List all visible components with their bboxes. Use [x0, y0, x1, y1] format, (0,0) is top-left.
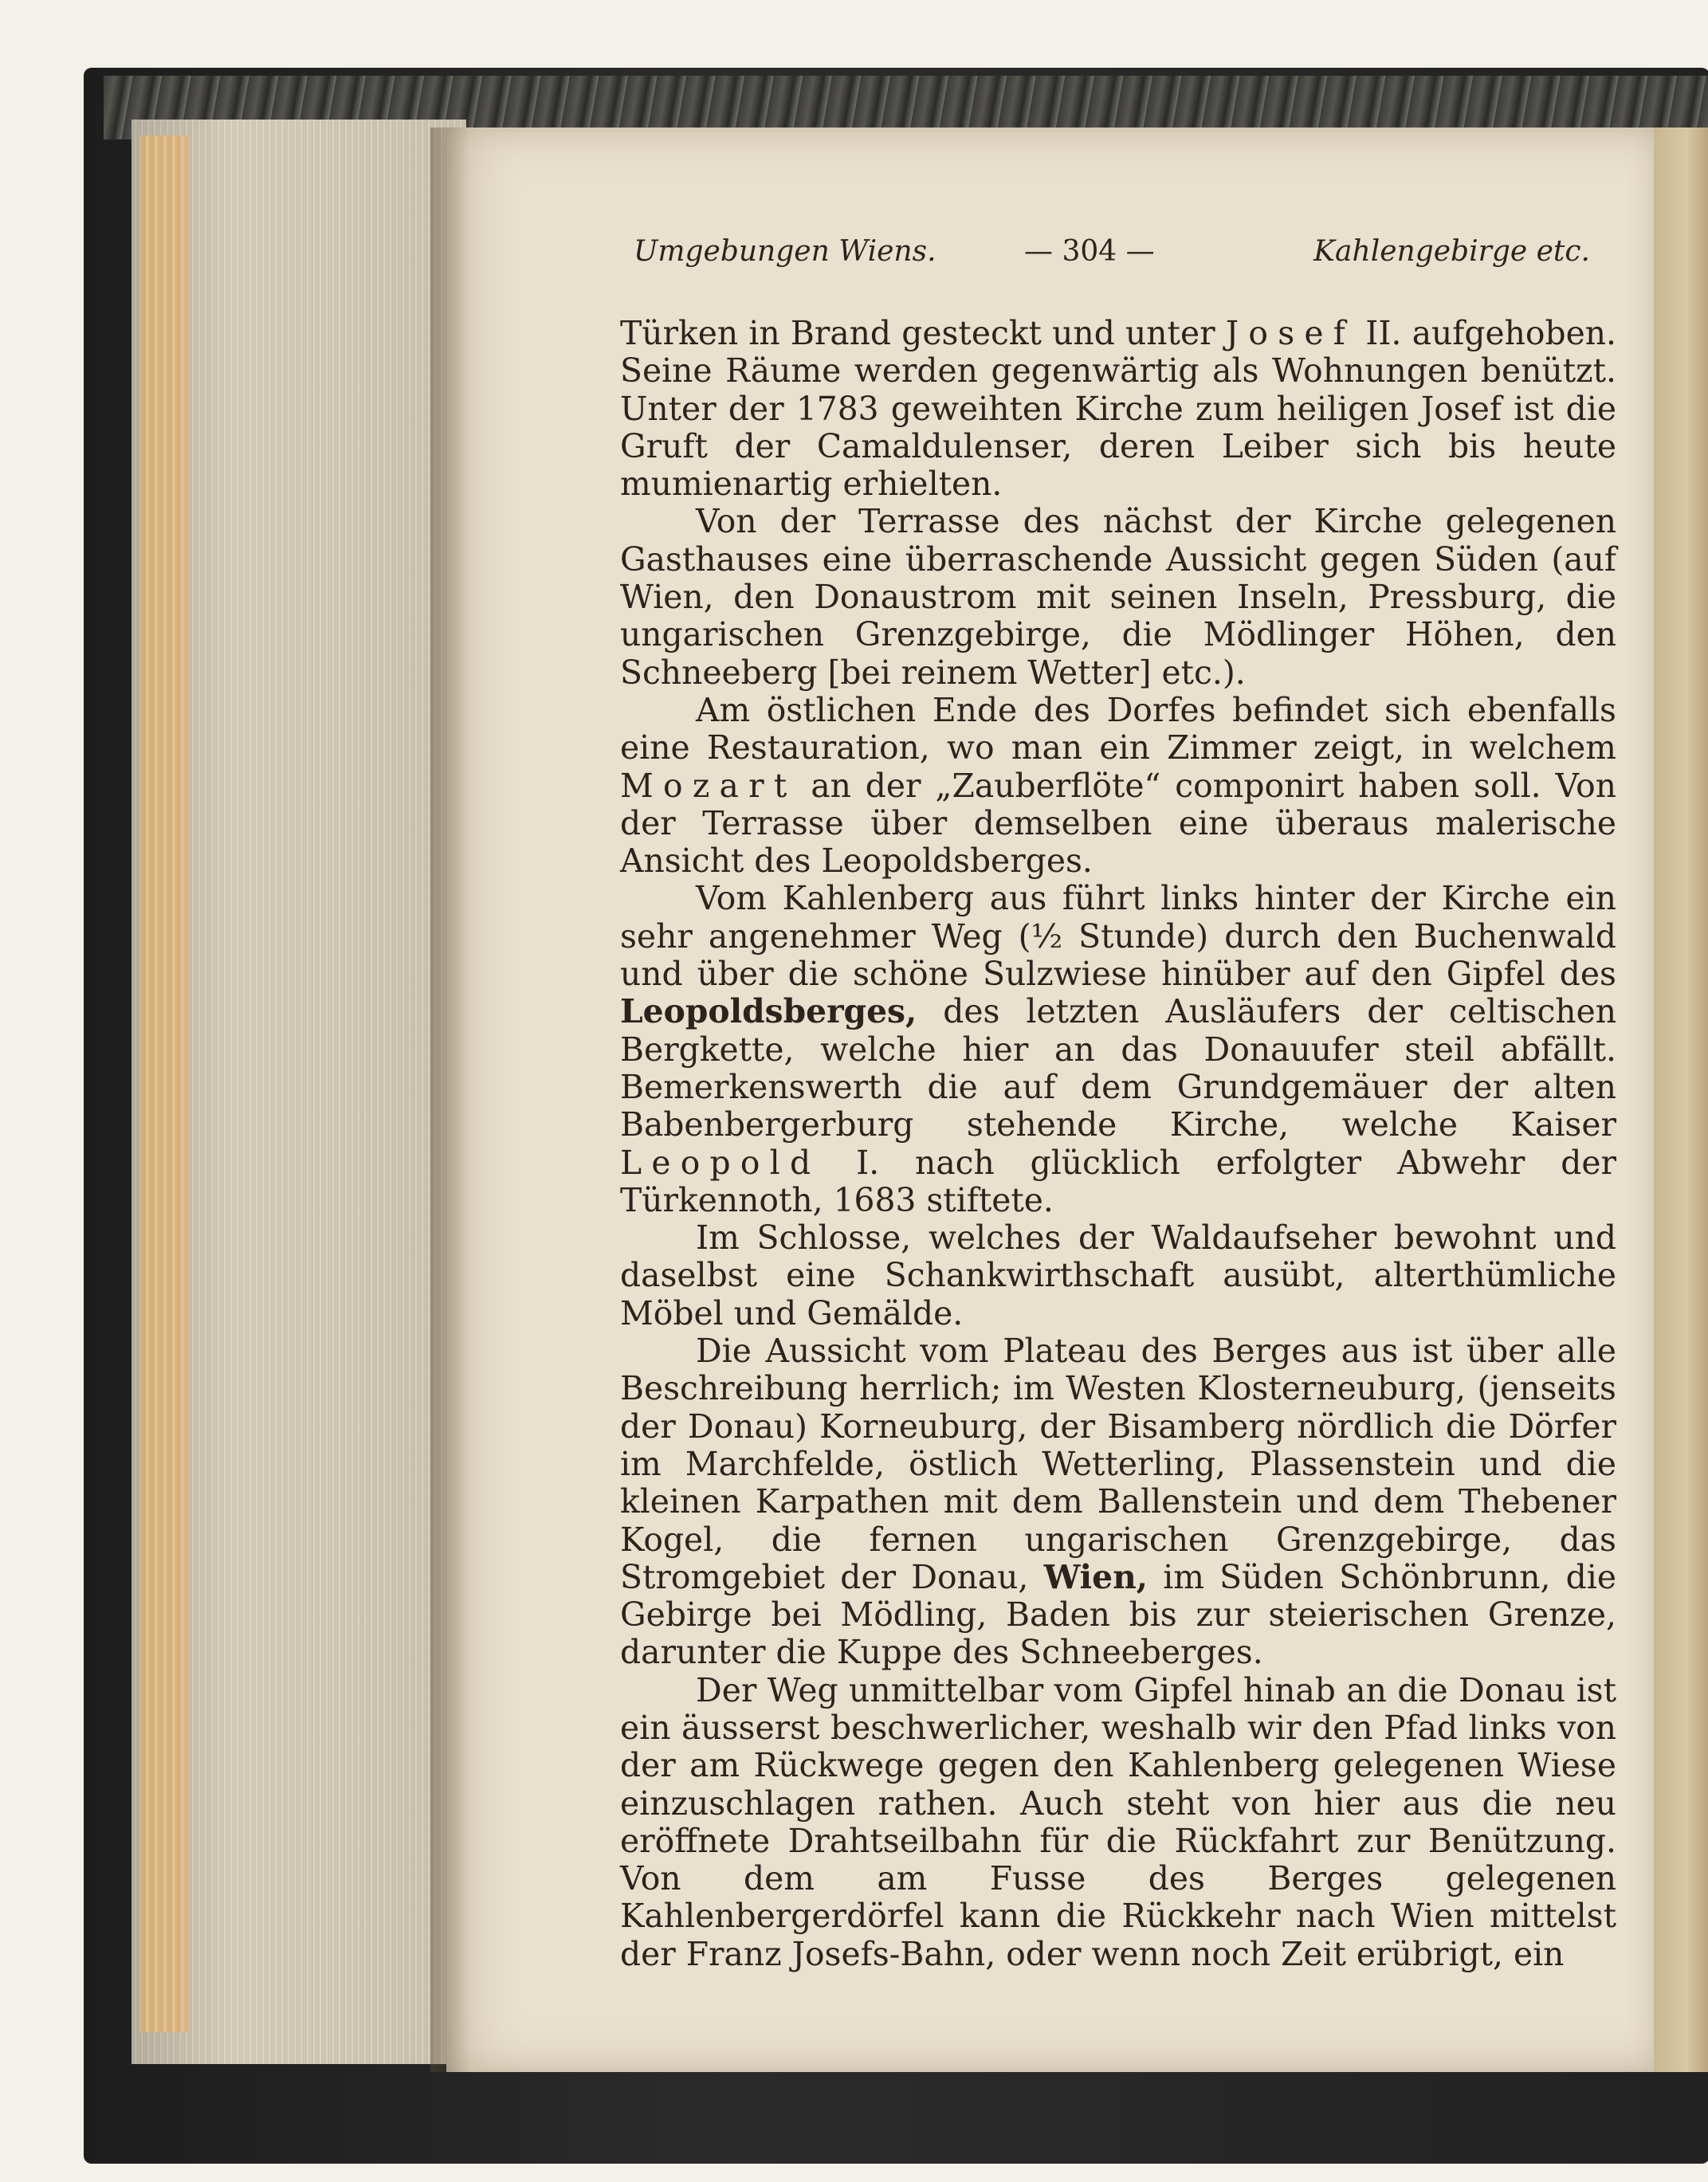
running-head-chapter: Kahlengebirge etc.	[1313, 235, 1590, 268]
running-head-section: Umgebungen Wiens.	[634, 235, 936, 268]
bold-place-name: Leopoldsberges,	[620, 992, 917, 1031]
facing-page-edge	[1654, 128, 1708, 2072]
paragraph	[620, 1672, 1616, 1973]
spaced-name: Mozart	[620, 766, 797, 805]
spaced-name: Leopold	[620, 1143, 821, 1182]
text-segment: Die Aussicht vom Plateau des Berges aus ist über alle Beschreibung herrlich; im Westen Klosterneuburg, (jenseits der Donau) Korneuburg, der Bisamberg nördlich die Dörfer im Marchfelde, östlich Wetterling, Plassenstein und die kleinen Karpathen mit dem Ballenstein und dem Thebener Kogel, die fernen ungarischen Grenzgebirge, das Stromgebiet der Donau,	[620, 1332, 1616, 1596]
text-segment: Im Schlosse, welches der Waldaufseher bewohnt und daselbst eine Schankwirthschaft ausübt, alterthümliche Möbel und Gemälde.	[620, 1219, 1616, 1332]
text-segment: des letzten Ausläufers der celtischen Bergkette, welche hier an das Donauufer steil abfällt. Bemerkenswerth die auf dem Grundgemäuer der alten Babenbergerburg stehende Kirche, welche Kaiser	[620, 992, 1616, 1144]
text-segment: Türken in Brand gesteckt und unter	[620, 314, 1226, 352]
paragraph	[620, 692, 1616, 880]
page-edges-tint	[139, 135, 187, 2032]
text-segment: II. aufgehoben. Seine Räume werden gegenwärtig als Wohnungen benützt. Unter der 1783 geweihten Kirche zum heiligen Josef ist die Gruft der Camaldulenser, deren Leiber sich bis heute mumienartig erhielten.	[620, 314, 1616, 504]
text-segment: Vom Kahlenberg aus führt links hinter der Kirche ein sehr angenehmer Weg (½ Stunde) durch den Buchenwald und über die schöne Sulzwiese hinüber auf den Gipfel des	[620, 879, 1616, 994]
page-number: — 304 —	[1024, 235, 1155, 268]
text-segment: I. nach glücklich erfolgter Abwehr der Türkennoth, 1683 stiftete.	[620, 1143, 1616, 1219]
text-segment: Von der Terrasse des nächst der Kirche gelegenen Gasthauses eine überraschende Aussicht gegen Süden (auf Wien, den Donaustrom mit seinen Inseln, Pressburg, die ungarischen Grenzgebirge, die Mödlinger Höhen, den Schneeberg [bei reinem Wetter] etc.).	[620, 502, 1616, 692]
paragraph	[620, 503, 1616, 691]
paragraph	[620, 1219, 1616, 1332]
paragraph	[620, 1332, 1616, 1672]
paragraph	[620, 315, 1616, 503]
body-text	[620, 315, 1616, 1973]
paragraph	[620, 880, 1616, 1219]
text-segment: Am östlichen Ende des Dorfes befindet sich ebenfalls eine Restauration, wo man ein Zimmer zeigt, in welchem	[620, 690, 1616, 767]
text-segment: im Süden Schönbrunn, die Gebirge bei Mödling, Baden bis zur steierischen Grenze, darunter die Kuppe des Schneeberges.	[620, 1557, 1616, 1672]
text-segment: an der „Zauberflöte“ componirt haben soll. Von der Terrasse über demselben eine überaus malerische Ansicht des Leopoldsberges.	[620, 766, 1616, 881]
running-head	[634, 235, 1590, 283]
spaced-name: Josef	[1225, 314, 1356, 352]
gutter-shadow	[430, 128, 470, 2072]
text-segment: Der Weg unmittelbar vom Gipfel hinab an die Donau ist ein äusserst beschwerlicher, weshalb wir den Pfad links von der am Rückwege gegen den Kahlenberg gelegenen Wiese einzuschlagen rathen. Auch steht von hier aus die neu eröffnete Drahtseilbahn für die Rückfahrt zur Benützung. Von dem am Fusse des Berges gelegenen Kahlenbergerdörfel kann die Rückkehr nach Wien mittelst der Franz Josefs-Bahn, oder wenn noch Zeit erübrigt, ein	[620, 1670, 1616, 1973]
bold-place-name: Wien,	[1043, 1557, 1148, 1596]
